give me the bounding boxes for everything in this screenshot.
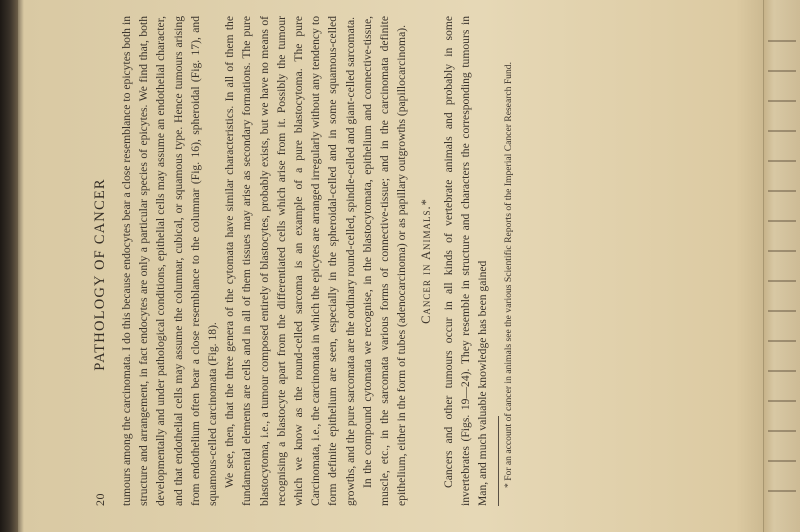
facing-page-edge [763, 0, 800, 532]
facing-page-text-trace [768, 490, 796, 492]
rotated-page-content [92, 16, 752, 506]
facing-page-text-trace [768, 130, 796, 132]
section-paragraph: Cancers and other tumours occur in all kinds of vertebrate animals and probably in some invertebrates (Figs. 19—24). They resemble in structure and characters the corresponding tumours in Man, and much valuable knowledge has been gained [441, 16, 490, 506]
paragraph-1: tumours among the carcinomata. I do this because endocytes bear a close resemblance to epicytes both in structure and arrangement, in fact endocytes are only a particular species of epicytes. We find that, both developmentally and under pathological conditions, epithelial cells may assume an endothelial character, and that endothelial cells may assume the columnar, cubical, or squamous type. Hence tumours arising from endothelium often bear a close resemblance to the columnar (Fig. 16), spheroidal (Fig. 17), and squamous-celled carcinomata (Fig. 18). [120, 16, 220, 506]
facing-page-text-trace [768, 340, 796, 342]
facing-page-text-trace [768, 460, 796, 462]
facing-page-text-trace [768, 430, 796, 432]
page-header [92, 16, 118, 506]
footnote: * For an account of cancer in animals see the various Scientific Reports of the Imperial Cancer Research Fund. [503, 62, 515, 488]
page-number: 20 [93, 493, 107, 506]
facing-page-text-trace [768, 160, 796, 162]
book-spine-shadow [0, 0, 18, 532]
running-head: PATHOLOGY OF CANCER [92, 178, 108, 371]
facing-page-text-trace [768, 370, 796, 372]
footnote-rule [498, 416, 499, 506]
facing-page-text-trace [768, 250, 796, 252]
paragraph-3: In the compound cytomata we recognise, in the blastocytomata, epithelium and connective-tissue, muscle, etc., in the sarcomata various forms of connective-tissue; and in the carcinomata definite epithelium, either in the form of tubes (adenocarcinoma) or as papillary outgrowths (papillocarcinoma). [360, 16, 409, 506]
facing-page-text-trace [768, 280, 796, 282]
facing-page-text-trace [768, 190, 796, 192]
facing-page-text-trace [768, 40, 796, 42]
facing-page-text-trace [768, 100, 796, 102]
paragraph-2: We see, then, that the three genera of the cytomata have similar characteristics. In all of them the fundamental elements are cells and in all of them tissues may arise as secondary formations. The pure blastocytoma, i.e., a tumour composed entirely of blastocytes, probably exists, but we have no means of recognising a blastocyte apart from the differentiated cells which arise from it. Possibly the tumour which we know as the round-celled sarcoma is an example of a pure blastocytoma. The pure Carcinomata, i.e., the carcinomata in which the epicytes are arranged irregularly without any tendency to form definite epithelium are seen, especially in the spheroidal-celled and in some squamous-celled growths, and the pure sarcomata are the ordinary round-celled, spindle-celled and giant-celled sarcomata. [223, 16, 357, 506]
facing-page-text-trace [768, 310, 796, 312]
facing-page-text-trace [768, 400, 796, 402]
facing-page-text-trace [768, 220, 796, 222]
section-heading: Cancer in Animals.* [419, 198, 434, 324]
facing-page-text-trace [768, 70, 796, 72]
